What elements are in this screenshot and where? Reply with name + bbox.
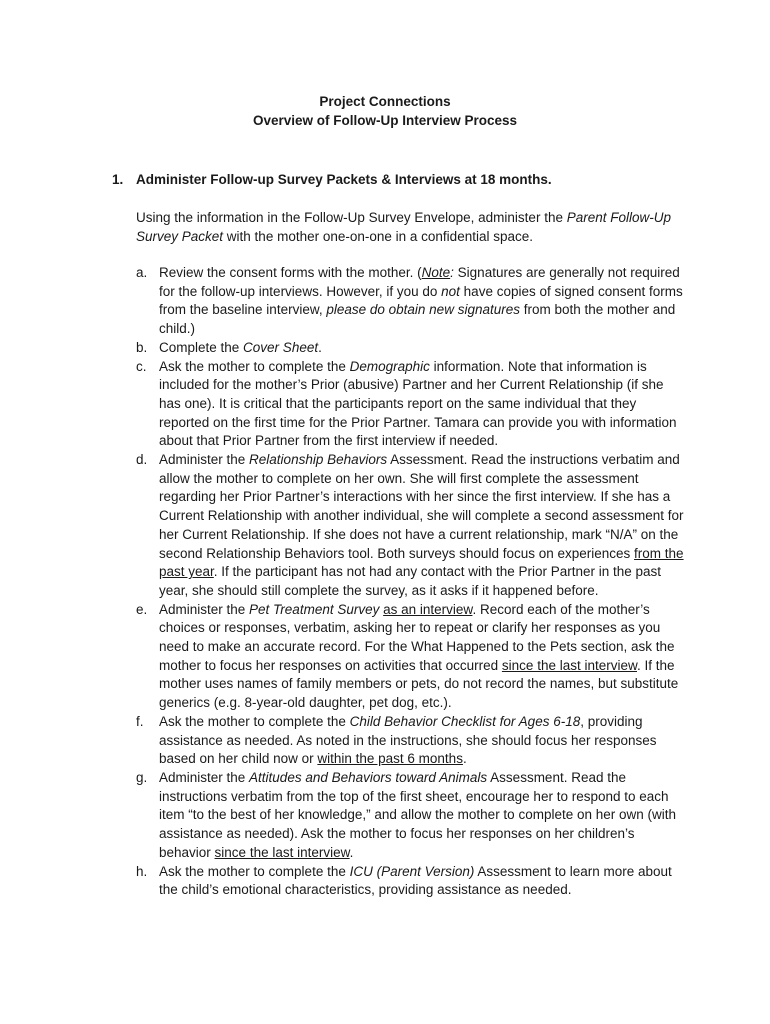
list-item-label: b. — [136, 339, 148, 355]
list-item — [136, 358, 688, 452]
list-item-label: a. — [136, 265, 148, 280]
text-run: have copies of signed consent forms from the baseline interview, — [159, 283, 683, 318]
italic-text: Relationship Behaviors — [249, 452, 388, 468]
text-run: Administer the — [159, 769, 250, 785]
document-title: Project Connections — [319, 94, 451, 109]
list-item — [136, 863, 688, 900]
underlined-text: as an interview — [383, 601, 473, 617]
list-item — [136, 339, 688, 358]
list-item — [136, 451, 688, 601]
list-item-label: c. — [136, 358, 147, 374]
italic-text: ICU (Parent Version) — [349, 863, 475, 879]
italic-text: Demographic — [349, 358, 430, 374]
section-number: 1. — [112, 172, 124, 187]
text-run: with the mother one-on-one in a confidential space. — [223, 229, 533, 244]
list-item-label: f. — [136, 713, 144, 729]
list-item-text — [159, 451, 688, 601]
list-item-text — [159, 339, 688, 358]
text-run: . — [318, 339, 322, 355]
italic-text: Child Behavior Checklist for Ages 6-18 — [349, 713, 581, 729]
text-run: , providing assistance as needed. As noted in the instructions, she should focus her responses based on her child now or — [159, 713, 657, 767]
text-run: . Record each of the mother’s choices or responses, verbatim, asking her to repeat or clarify her responses as you need to make an accurate record. For the What Happened to the Pets section, ask the mother to focus her responses on activities that occurred — [159, 601, 675, 673]
text-run: Complete the — [159, 339, 244, 355]
text-run: Administer the — [159, 601, 250, 617]
text-run: . — [462, 751, 467, 767]
list-item — [136, 769, 688, 863]
text-run: . — [349, 844, 354, 860]
underlined-text: since the last interview — [214, 844, 350, 860]
text-run: Assessment. Read the instructions verbatim and allow the mother to complete on her own. She will first complete the assessment regarding her Prior Partner’s interactions with her since the first interview. If she has a Current Relationship with another individual, she will complete a second assessment for her Current Relationship. If she does not have a current relationship, mark “N/A” on the second Relationship Behaviors tool. Both surveys should focus on experiences — [159, 452, 684, 561]
list-item-text — [159, 358, 688, 452]
list-item — [136, 601, 688, 713]
section-intro — [136, 208, 684, 246]
underlined-text: Note — [421, 265, 451, 280]
text-run: . If the mother uses names of family members or pets, do not record the names, but substitute generics (e.g. 8-year-old daughter, pet dog, etc.). — [159, 657, 679, 711]
text-run: Using the information in the Follow-Up Survey Envelope, administer the — [136, 210, 567, 225]
list-item-text — [159, 863, 688, 900]
text-run: Ask the mother to complete the — [159, 713, 350, 729]
italic-text: Pet Treatment Survey — [249, 601, 380, 617]
underlined-text: since the last interview — [501, 657, 637, 673]
italic-text: : — [450, 265, 454, 280]
italic-text: not — [441, 283, 460, 299]
list-item-text — [159, 264, 688, 339]
list-item-label: d. — [136, 452, 148, 468]
text-run: Ask the mother to complete the — [159, 863, 350, 879]
text-run: Assessment to learn more about the child’s emotional characteristics, providing assistance as needed. — [159, 863, 672, 898]
italic-text: Parent Follow-Up Survey Packet — [136, 210, 672, 244]
list-item — [136, 713, 688, 769]
text-run: Administer the — [159, 452, 250, 468]
italic-text: Attitudes and Behaviors toward Animals — [249, 769, 488, 785]
italic-text: Cover Sheet — [243, 339, 319, 355]
section-heading: Administer Follow-up Survey Packets & Interviews at 18 months. — [136, 172, 552, 187]
document-subtitle: Overview of Follow-Up Interview Process — [252, 113, 518, 128]
list-item-label: e. — [136, 601, 148, 617]
text-run: Signatures are generally not required for the follow-up interviews. However, if you do — [159, 265, 680, 299]
list-item-label: h. — [136, 863, 148, 879]
text-run: from both the mother and child.) — [159, 302, 676, 337]
list-item-label: g. — [136, 769, 148, 785]
italic-text: please do obtain new signatures — [326, 302, 520, 318]
instruction-list — [136, 264, 688, 900]
underlined-text: from the past year — [159, 545, 684, 580]
list-item-text — [159, 601, 688, 713]
text-run: Review the consent forms with the mother. ( — [159, 265, 422, 280]
text-run: . If the participant has not had any contact with the Prior Partner in the past year, she should still complete the survey, as it asks if it happened before. — [159, 564, 662, 598]
text-run: information. Note that information is included for the mother’s Prior (abusive) Partner and her Current Relationship (if she has one). It is critical that the participants report on the same individual that they reported on the first time for the Prior Partner. Tamara can provide you with information about that Prior Partner from the first interview if needed. — [159, 358, 677, 449]
text-run: Ask the mother to complete the — [159, 358, 350, 374]
list-item-text — [159, 713, 688, 769]
list-item-text — [159, 769, 688, 863]
text-run: Assessment. Read the instructions verbatim from the top of the first sheet, encourage her to respond to each item “to the best of her knowledge,” and allow the mother to complete on her own (with assistance as needed). Ask the mother to focus her responses on her children’s behavior — [159, 769, 677, 860]
list-item — [136, 264, 688, 339]
underlined-text: within the past 6 months — [317, 751, 463, 767]
